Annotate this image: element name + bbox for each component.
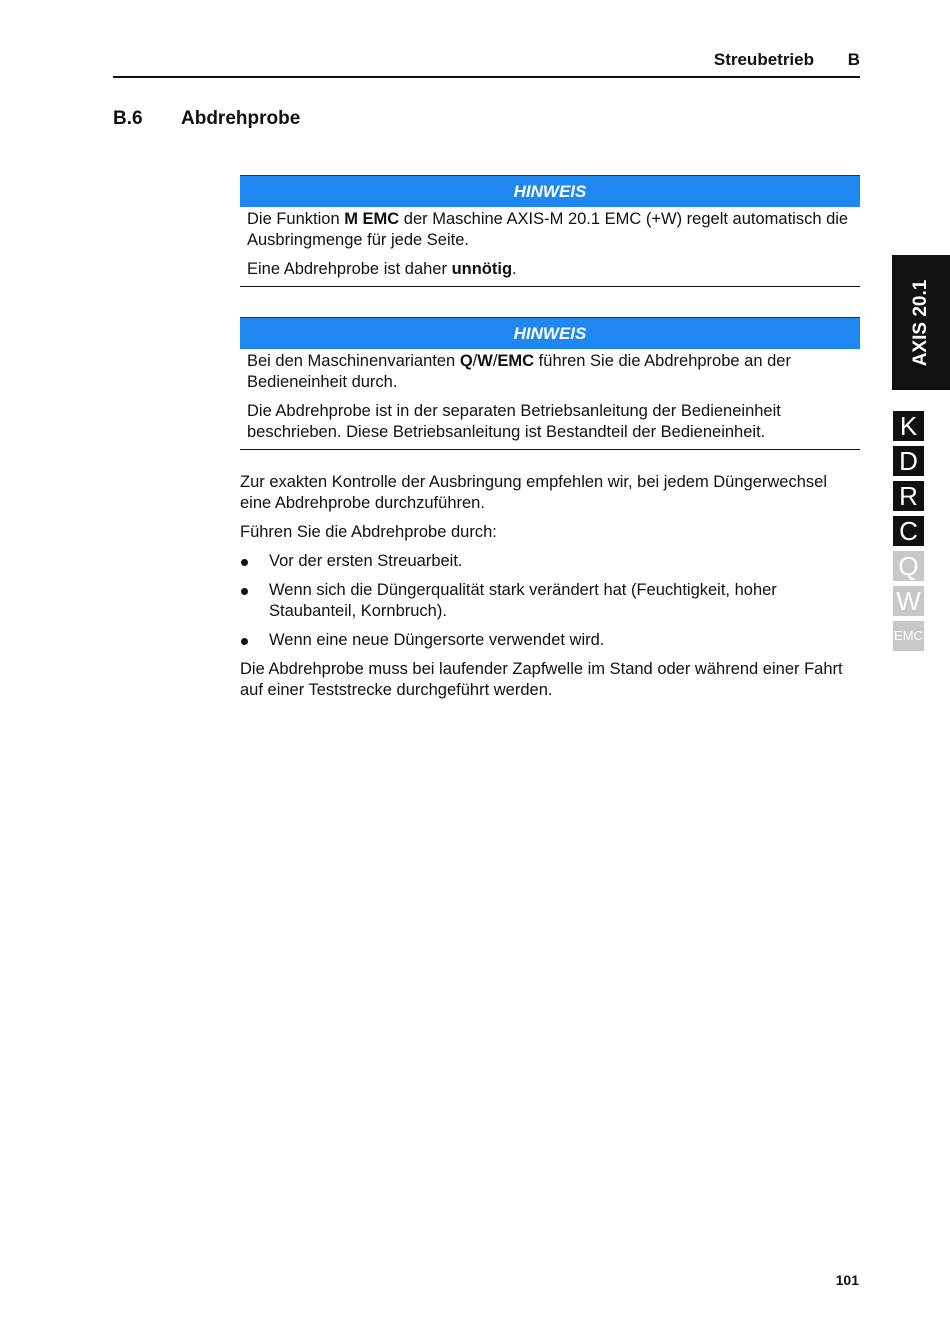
notice-2-paragraph-2: Die Abdrehprobe ist in der separaten Betriebsanleitung der Bedieneinheit beschrieben. Diese Betriebsanleitung ist Bestandteil der Bedieneinheit. bbox=[247, 402, 781, 441]
section-title: Abdrehprobe bbox=[181, 108, 301, 129]
notice-box-2 bbox=[240, 317, 860, 450]
lead-paragraph: Führen Sie die Abdrehprobe durch: bbox=[240, 523, 497, 541]
list-item: Wenn sich die Düngerqualität stark verändert hat (Feuchtigkeit, hoher Staubanteil, Kornbruch). bbox=[240, 580, 862, 622]
notice-1-paragraph-2: Eine Abdrehprobe ist daher unnötig. bbox=[247, 260, 517, 278]
notice-box-1 bbox=[240, 175, 860, 287]
tab-r: R bbox=[893, 481, 924, 511]
tab-k: K bbox=[893, 411, 924, 441]
tab-w: W bbox=[893, 586, 924, 616]
bullet-icon bbox=[241, 638, 248, 645]
bullet-icon bbox=[241, 559, 248, 566]
notice-1-paragraph-1: Die Funktion M EMC der Maschine AXIS-M 20.1 EMC (+W) regelt automatisch die Ausbringmenge für jede Seite. bbox=[247, 210, 849, 249]
section-number: B.6 bbox=[113, 108, 143, 129]
tab-d: D bbox=[893, 446, 924, 476]
list-item: Vor der ersten Streuarbeit. bbox=[240, 551, 862, 572]
tab-c: C bbox=[893, 516, 924, 546]
bullet-list bbox=[240, 551, 862, 651]
notice-2-paragraph-1: Bei den Maschinenvarianten Q/W/EMC führen Sie die Abdrehprobe an der Bedieneinheit durch. bbox=[247, 352, 791, 391]
model-tab bbox=[892, 255, 950, 390]
model-tab-label: AXIS 20.1 bbox=[910, 279, 931, 366]
intro-paragraph: Zur exakten Kontrolle der Ausbringung empfehlen wir, bei jedem Düngerwechsel eine Abdrehprobe durchzuführen. bbox=[240, 473, 827, 512]
main-content bbox=[240, 472, 862, 709]
list-item: Wenn eine neue Düngersorte verwendet wird. bbox=[240, 630, 862, 651]
page-number: 101 bbox=[835, 1272, 859, 1288]
notice-label-1: HINWEIS bbox=[240, 175, 860, 207]
tab-q: Q bbox=[893, 551, 924, 581]
tab-emc: EMC bbox=[893, 621, 924, 651]
bullet-icon bbox=[241, 588, 248, 595]
notice-label-2: HINWEIS bbox=[240, 317, 860, 349]
header-chapter: B bbox=[847, 50, 860, 69]
header-title: Streubetrieb bbox=[713, 50, 814, 69]
closing-paragraph: Die Abdrehprobe muss bei laufender Zapfwelle im Stand oder während einer Fahrt auf einer Teststrecke durchgeführt werden. bbox=[240, 660, 843, 699]
page-header bbox=[113, 48, 860, 78]
